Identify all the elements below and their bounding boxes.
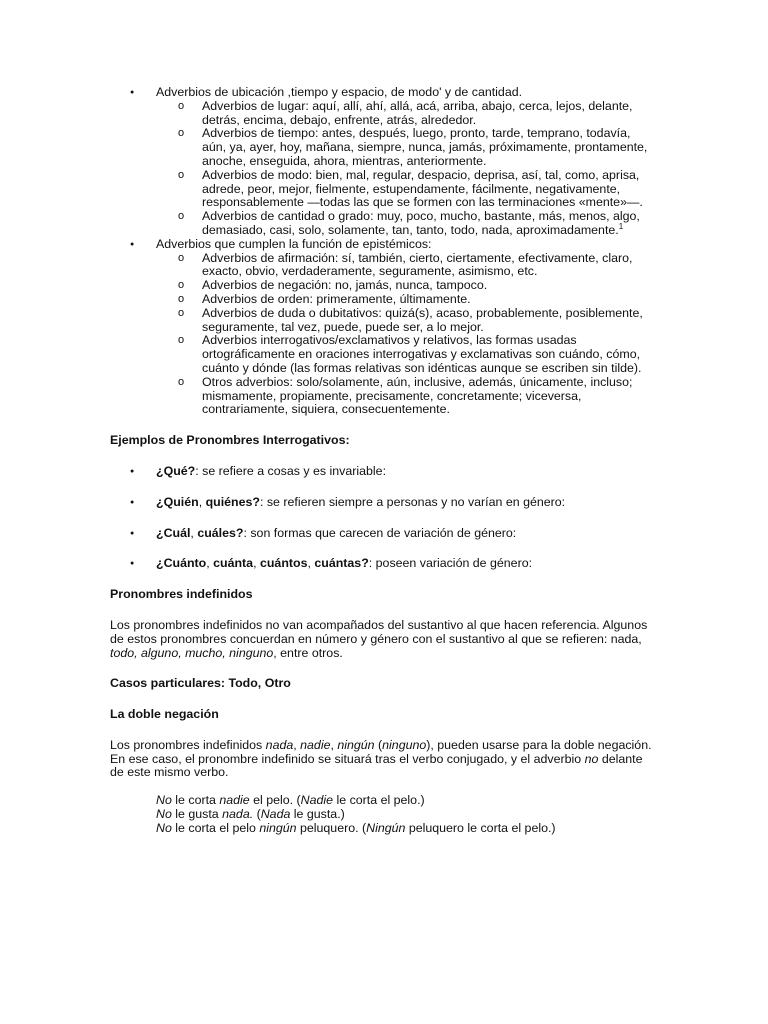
- paragraph-doble-negacion: [110, 739, 655, 780]
- document-content: [110, 86, 655, 836]
- section-heading-interrogatives: Ejemplos de Pronombres Interrogativos:: [110, 433, 350, 448]
- adverb-list: [110, 86, 655, 417]
- list-item: [110, 465, 655, 479]
- example-line: [156, 822, 655, 836]
- text-run: le corta: [171, 793, 220, 808]
- term: quiénes?: [205, 494, 260, 509]
- list-item: [110, 527, 655, 541]
- separator: ,: [198, 494, 206, 509]
- term: cuáles?: [197, 525, 244, 540]
- list-item: o Adverbios de tiempo: antes, después, luego, pronto, tarde, temprano, todavía, aún, ya, ayer, hoy, mañana, siempre, nunca, jamás, próximamente, prontamente, anoche, enseguida, ahora, mientras, anteriormente.: [156, 127, 655, 168]
- list-item: o Adverbios de duda o dubitativos: quizá(s), acaso, probablemente, posiblemente, seguramente, tal vez, puede, puede ser, a lo mejor.: [156, 307, 655, 335]
- list-item-text: Adverbios de cantidad o grado: muy, poco, mucho, bastante, más, menos, algo, demasiado, casi, solo, solamente, tan, tanto, todo, nada, aproximadamente.: [202, 209, 640, 237]
- text-run: delante de este mismo verbo.: [110, 751, 643, 780]
- text-run: Los pronombres indefinidos no van acompañados del sustantivo al que hacen referencia. Algunos de estos pronombres concuerdan en número y género con el sustantivo al que se refieren: nada,: [110, 617, 648, 646]
- italic-run: no: [584, 751, 599, 766]
- italic-run: ningún: [337, 737, 375, 752]
- term: ¿Cuál: [156, 525, 191, 540]
- list-item-label: Adverbios que cumplen la función de epistémicos:: [156, 236, 432, 251]
- text-run: ,: [330, 737, 338, 752]
- text-run: Los pronombres indefinidos: [110, 737, 266, 752]
- separator: ,: [307, 556, 315, 571]
- separator: ,: [206, 556, 214, 571]
- italic-run: nadie: [300, 737, 331, 752]
- interrogatives-list: [110, 465, 655, 571]
- term: ¿Cuánto: [156, 556, 207, 571]
- text-run: le corta el pelo: [171, 820, 260, 835]
- italic-run: Nadie: [300, 793, 334, 808]
- description: : se refieren siempre a personas y no varían en género:: [259, 494, 566, 509]
- section-heading-casos: Casos particulares: Todo, Otro: [110, 676, 291, 691]
- list-item: o Adverbios de modo: bien, mal, regular, despacio, deprisa, así, tal, como, aprisa, adrede, peor, mejor, fielmente, estupendamente, fácilmente, negativamente, responsablemente —todas las que se formen con las terminaciones «mente»—.: [156, 169, 655, 210]
- list-item: [156, 210, 655, 238]
- term: cuántos: [259, 556, 308, 571]
- separator: ,: [253, 556, 260, 571]
- text-run: (: [374, 737, 383, 752]
- sublist: [156, 252, 655, 418]
- list-item-label: Adverbios de ubicación ,tiempo y espacio, de modo' y de cantidad.: [156, 85, 523, 99]
- term: cuánta: [213, 556, 254, 571]
- text-run: peluquero le corta el pelo.): [405, 820, 556, 835]
- examples-block: [110, 794, 655, 835]
- term: ¿Qué?: [156, 463, 196, 478]
- description: : poseen variación de género:: [368, 556, 533, 571]
- list-item: o Adverbios de orden: primeramente, últimamente.: [156, 293, 655, 307]
- footnote-mark[interactable]: 1: [618, 221, 624, 231]
- text-run: el pelo. (: [249, 793, 301, 808]
- list-item: [110, 496, 655, 510]
- italic-run: No: [156, 807, 172, 822]
- italic-run: nadie: [219, 793, 250, 808]
- list-item: o Adverbios de afirmación: sí, también, cierto, ciertamente, efectivamente, claro, exacto, obvio, verdaderamente, seguramente, asimismo, etc.: [156, 252, 655, 280]
- term: ¿Quién: [156, 494, 199, 509]
- section-heading-indefinidos: Pronombres indefinidos: [110, 587, 253, 602]
- list-item: o Adverbios de negación: no, jamás, nunca, tampoco.: [156, 279, 655, 293]
- text-run: peluquero. (: [296, 820, 367, 835]
- text-run: , entre otros.: [273, 645, 343, 660]
- paragraph-indefinidos: [110, 619, 655, 660]
- list-item: [110, 557, 655, 571]
- text-run: ), pueden usarse para la doble negación. En ese caso, el pronombre indefinido se situará tras el verbo conjugado, y el adverbio: [110, 737, 652, 766]
- text-run: le gusta.): [290, 807, 345, 822]
- italic-run: Nada: [260, 807, 291, 822]
- italic-run: nada: [265, 737, 294, 752]
- example-line: [156, 808, 655, 822]
- separator: ,: [190, 525, 198, 540]
- text-run: le corta el pelo.): [333, 793, 425, 808]
- list-item: o Otros adverbios: solo/solamente, aún, inclusive, además, únicamente, incluso; mismamente, propiamente, precisamente, concretamente; viceversa, contrariamente, siquiera, consecuentemente.: [156, 376, 655, 417]
- italic-run: Ningún: [366, 820, 406, 835]
- term: cuántas?: [314, 556, 369, 571]
- description: : son formas que carecen de variación de género:: [243, 525, 517, 540]
- italic-run: ningún: [259, 820, 297, 835]
- italic-run: No: [156, 820, 172, 835]
- description: : se refiere a cosas y es invariable:: [195, 463, 387, 478]
- list-item: o Adverbios de lugar: aquí, allí, ahí, allá, acá, arriba, abajo, cerca, lejos, delante, detrás, encima, debajo, enfrente, atrás, alrededor.: [156, 100, 655, 128]
- italic-run: todo, alguno, mucho, ninguno: [110, 645, 274, 660]
- italic-run: nada.: [222, 807, 254, 822]
- sublist: [156, 100, 655, 238]
- list-item: [110, 86, 655, 238]
- italic-run: No: [156, 793, 172, 808]
- list-item: o Adverbios interrogativos/exclamativos y relativos, las formas usadas ortográficamente en oraciones interrogativas y exclamativas son cuándo, cómo, cuánto y dónde (las formas relativas son idénticas aunque se escriben sin tilde).: [156, 334, 655, 375]
- text-run: le gusta: [171, 807, 223, 822]
- italic-run: ninguno: [382, 737, 427, 752]
- section-heading-doble-negacion: La doble negación: [110, 707, 219, 722]
- text-run: ,: [293, 737, 301, 752]
- text-run: (: [253, 807, 261, 822]
- list-item: [110, 238, 655, 417]
- example-line: [156, 794, 655, 808]
